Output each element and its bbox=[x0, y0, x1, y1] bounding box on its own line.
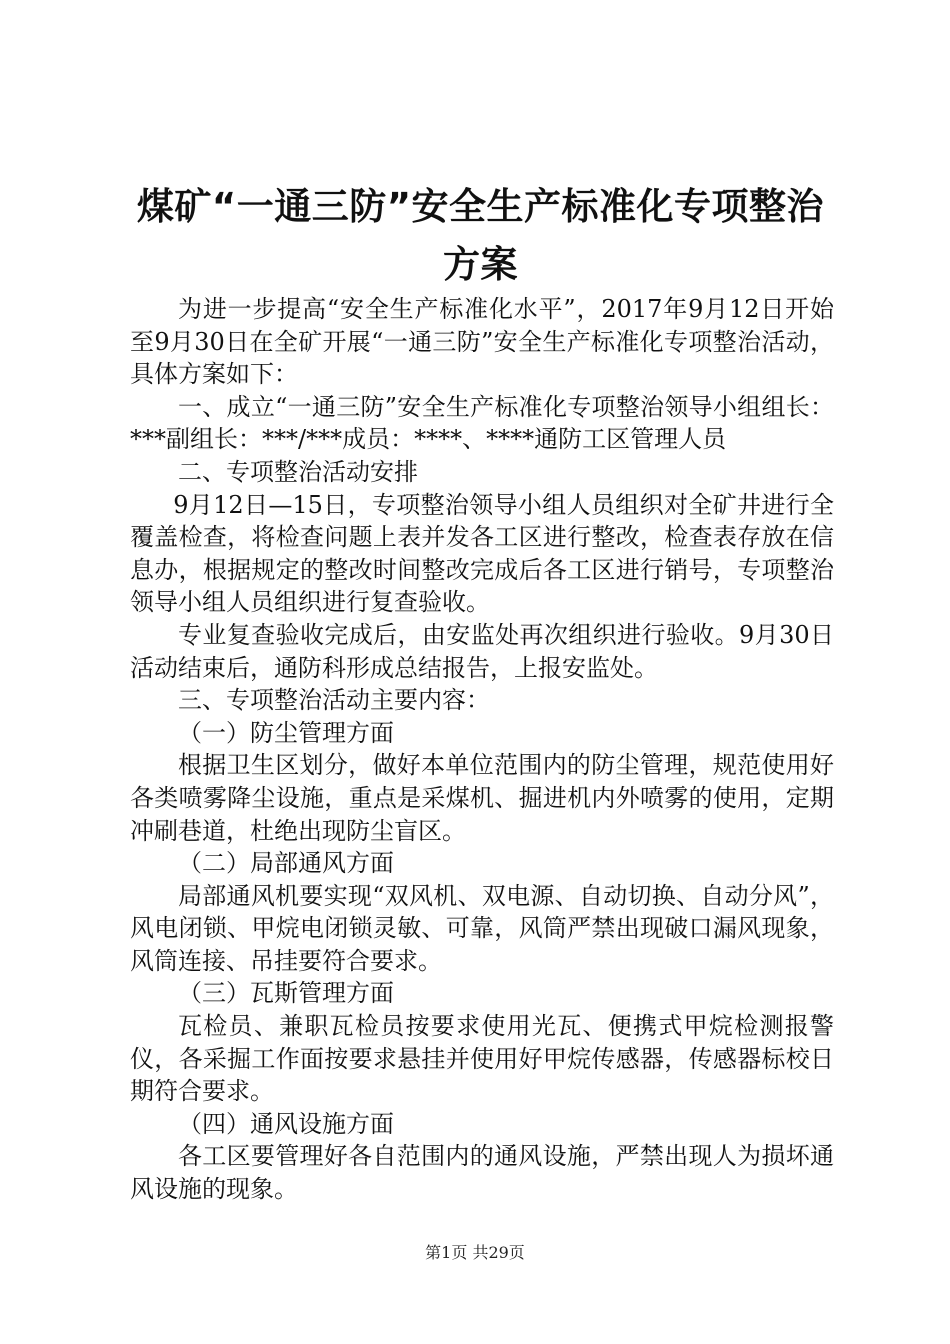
heading-section-3: 三、专项整治活动主要内容： bbox=[178, 686, 490, 715]
document-title: 煤矿“一通三防”安全生产标准化专项整治方案 bbox=[136, 185, 825, 286]
heading-ventilation-facilities: （四）通风设施方面 bbox=[178, 1109, 394, 1138]
heading-dust-management: （一）防尘管理方面 bbox=[178, 718, 394, 747]
page-footer: 第1页 共29页 bbox=[425, 1243, 525, 1262]
paragraph-ventilation-facilities: 各工区要管理好各自范围内的通风设施，严禁出现人为损坏通风设施的现象。 bbox=[130, 1142, 834, 1204]
paragraph-section-1: 一、成立“一通三防”安全生产标准化专项整治领导小组组长：***副组长：***/***成员：****、****通防工区管理人员 bbox=[130, 392, 834, 454]
paragraph-intro: 为进一步提高“安全生产标准化水平”，2017年9月12日开始至9月30日在全矿开展“一通三防”安全生产标准化专项整治活动，具体方案如下： bbox=[130, 295, 834, 389]
heading-local-ventilation: （二）局部通风方面 bbox=[178, 849, 394, 878]
paragraph-gas-management: 瓦检员、兼职瓦检员按要求使用光瓦、便携式甲烷检测报警仪，各采掘工作面按要求悬挂并使用好甲烷传感器，传感器标校日期符合要求。 bbox=[130, 1012, 834, 1106]
paragraph-schedule: 9月12日—15日，专项整治领导小组人员组织对全矿井进行全覆盖检查，将检查问题上表并发各工区进行整改，检查表存放在信息办，根据规定的整改时间整改完成后各工区进行销号，专项整治领导小组人员组织进行复查验收。 bbox=[130, 490, 834, 617]
paragraph-review: 专业复查验收完成后，由安监处再次组织进行验收。9月30日活动结束后，通防科形成总结报告，上报安监处。 bbox=[130, 620, 834, 682]
paragraph-local-ventilation: 局部通风机要实现“双风机、双电源、自动切换、自动分风”，风电闭锁、甲烷电闭锁灵敏、可靠，风筒严禁出现破口漏风现象，风筒连接、吊挂要符合要求。 bbox=[130, 881, 834, 975]
heading-section-2: 二、专项整治活动安排 bbox=[178, 457, 418, 486]
paragraph-dust-management: 根据卫生区划分，做好本单位范围内的防尘管理，规范使用好各类喷雾降尘设施，重点是采煤机、掘进机内外喷雾的使用，定期冲刷巷道，杜绝出现防尘盲区。 bbox=[130, 751, 834, 845]
document-body bbox=[130, 293, 834, 1206]
heading-gas-management: （三）瓦斯管理方面 bbox=[178, 979, 394, 1008]
